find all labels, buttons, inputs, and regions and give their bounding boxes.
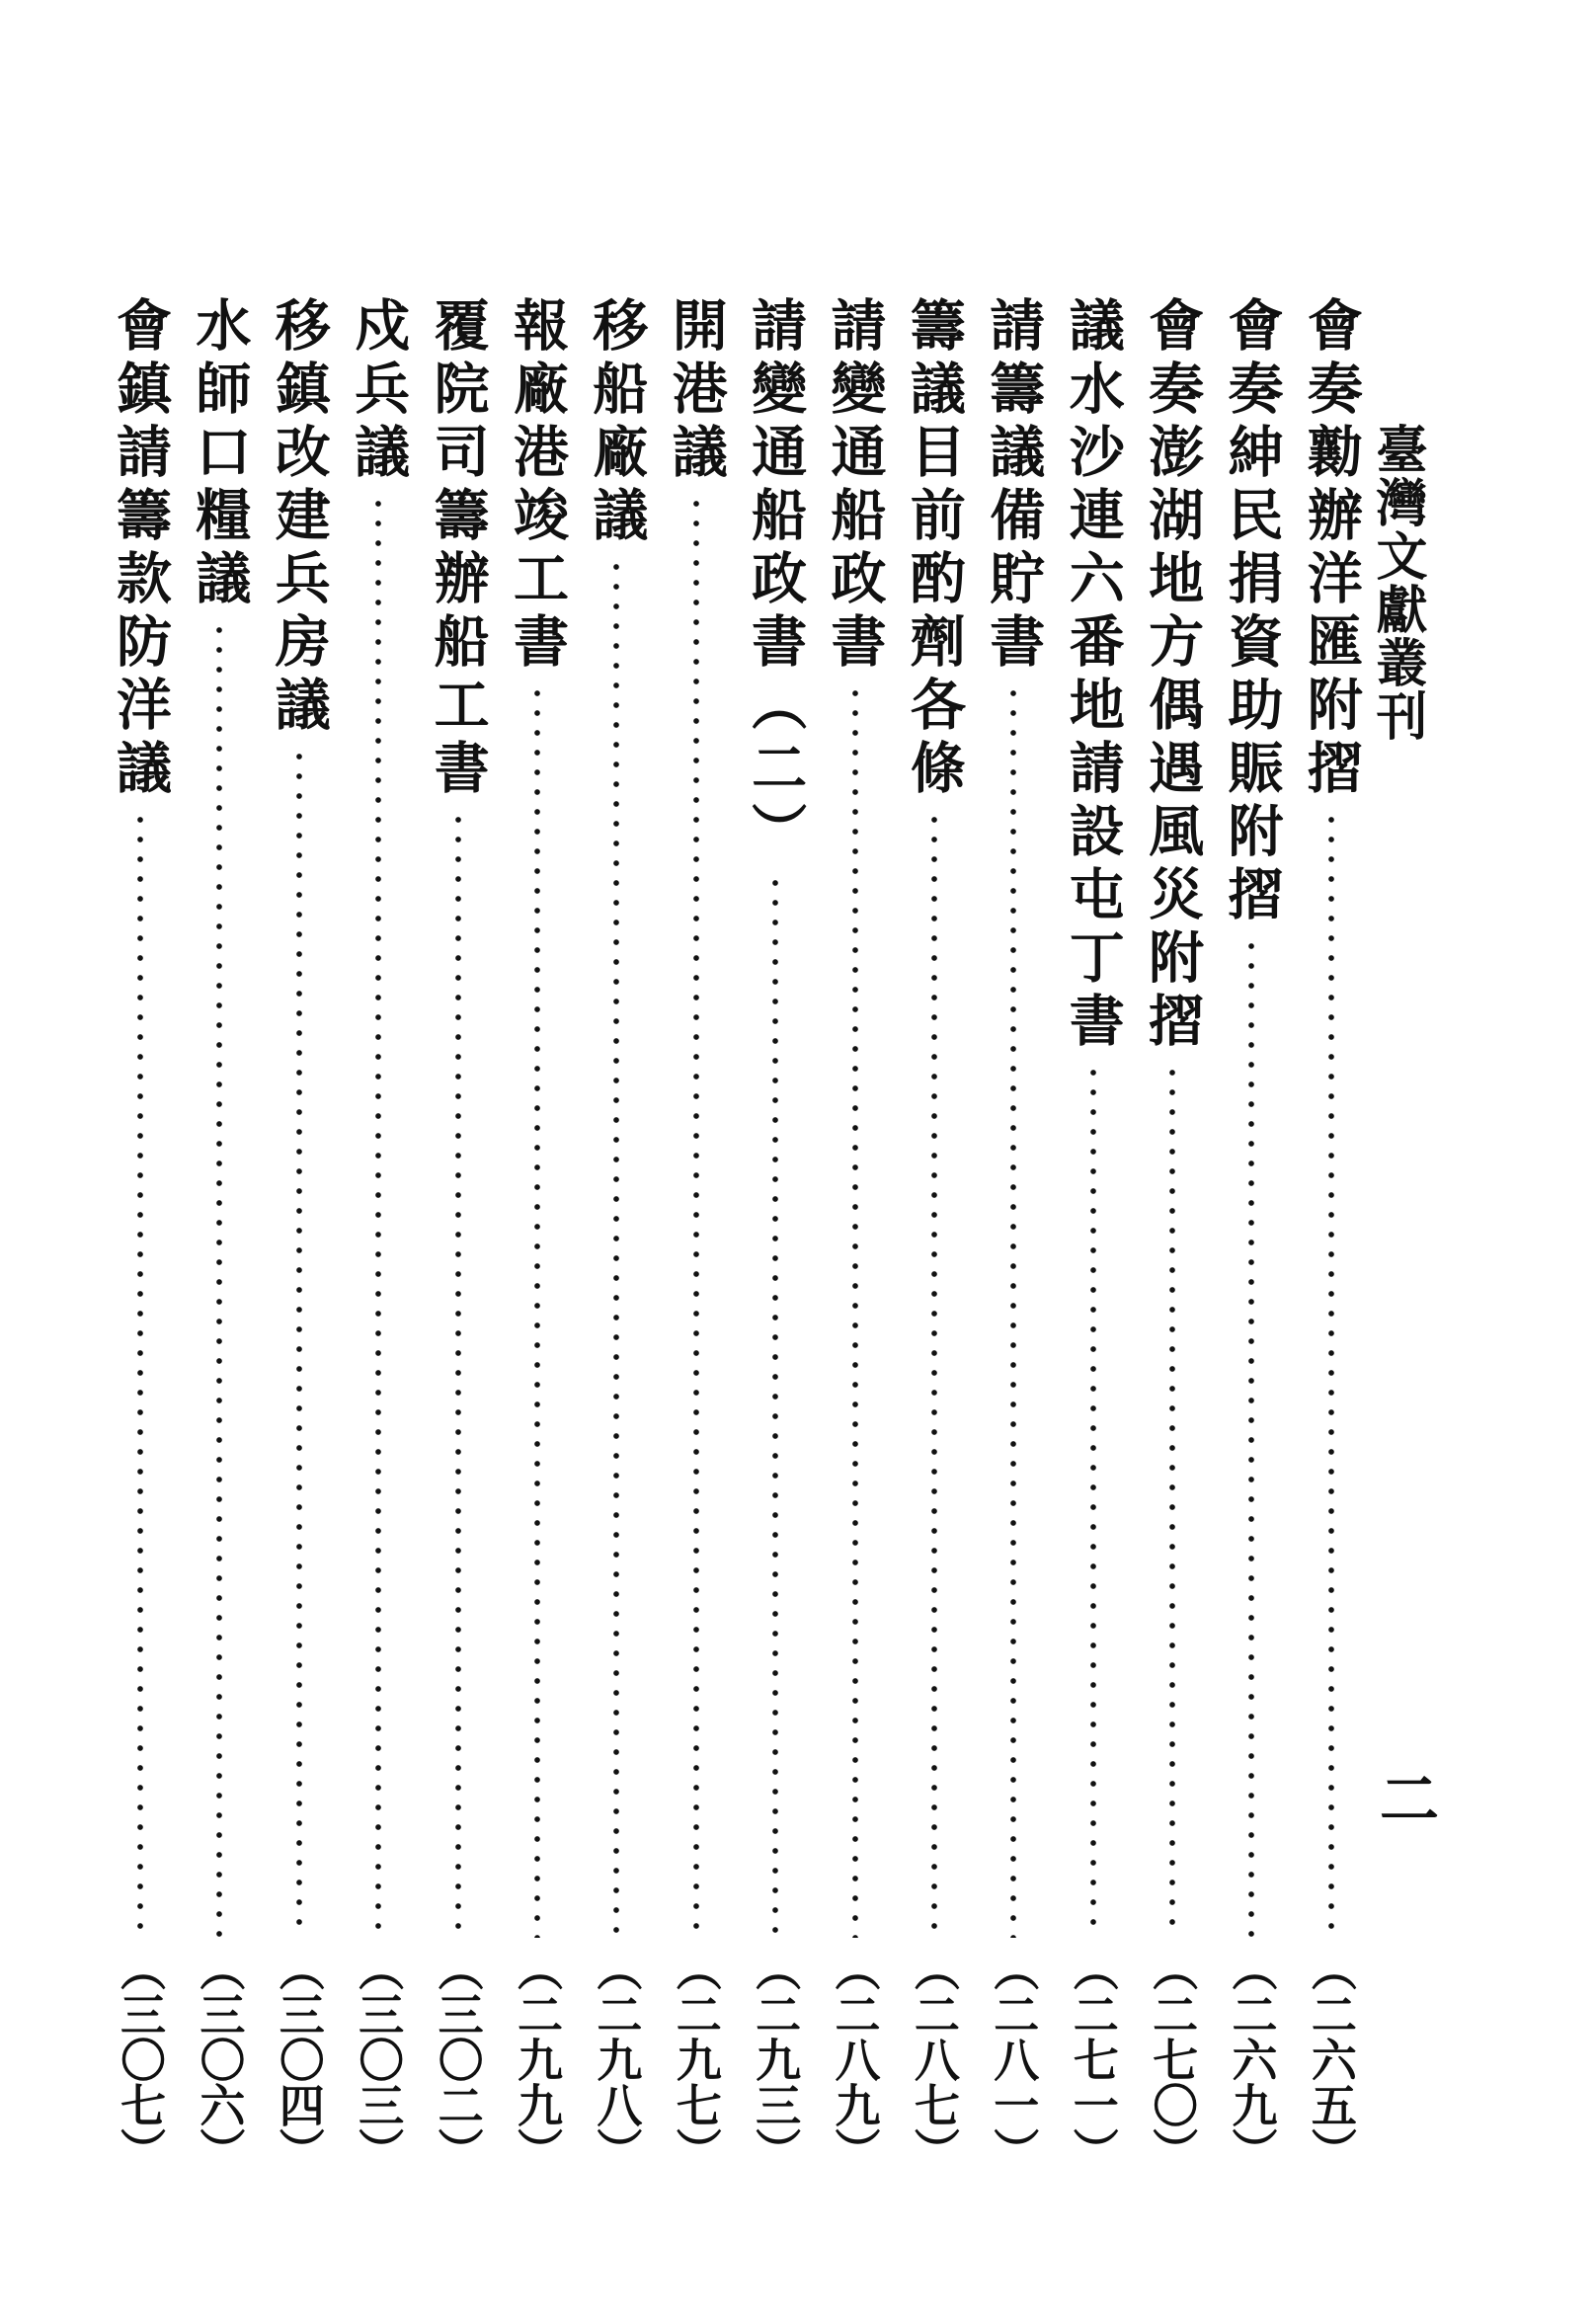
toc-entry: [427, 296, 490, 2173]
toc-entry: [188, 296, 251, 2173]
toc-entry: [268, 296, 331, 2173]
running-header-title: 臺灣文獻叢刊: [1367, 423, 1427, 743]
toc-entry-page: （二八七）: [907, 1946, 961, 2173]
toc-entry-page: （二七〇）: [1146, 1946, 1200, 2173]
toc-entry: [585, 296, 648, 2173]
toc-entry-title: 報廠港竣工書: [504, 296, 570, 676]
toc-entry-page: （二九三）: [749, 1946, 803, 2173]
toc-entry: [347, 296, 410, 2173]
dot-leader: [612, 557, 620, 1938]
dot-leader: [374, 494, 382, 1938]
toc-entry-title: 會奏紳民捐資助賑附摺: [1219, 296, 1285, 928]
toc-entry: [1141, 296, 1204, 2173]
toc-entry: [665, 296, 728, 2173]
table-of-contents: [109, 296, 1363, 2173]
dot-leader: [1327, 810, 1335, 1938]
dot-leader: [533, 683, 541, 1938]
dot-leader: [771, 873, 779, 1938]
toc-entry-page: （二九九）: [510, 1946, 564, 2173]
toc-entry-title: 戍兵議: [346, 296, 412, 486]
toc-entry-title: 覆院司籌辦船工書: [425, 296, 491, 802]
toc-entry-page: （二六五）: [1304, 1946, 1358, 2173]
toc-entry-page: （三〇四）: [272, 1946, 326, 2173]
toc-entry-title: 會鎮請籌款防洋議: [108, 296, 173, 802]
toc-entry-title: 請變通船政書（二）: [743, 296, 809, 865]
toc-entry-page: （二九八）: [590, 1946, 644, 2173]
toc-entry-title: 水師口糧議: [187, 296, 253, 612]
toc-entry-title: 開港議: [663, 296, 729, 486]
toc-entry-title: 請籌議備貯書: [981, 296, 1047, 676]
toc-entry-title: 移船廠議: [584, 296, 650, 549]
page-number: 二: [1370, 1768, 1439, 1827]
dot-leader: [136, 810, 144, 1938]
dot-leader: [295, 747, 303, 1938]
dot-leader: [454, 810, 462, 1938]
toc-entry-page: （三〇三）: [352, 1946, 406, 2173]
toc-entry-page: （三〇二）: [431, 1946, 485, 2173]
toc-entry: [744, 296, 807, 2173]
toc-entry-page: （二八九）: [828, 1946, 882, 2173]
dot-leader: [930, 810, 938, 1938]
toc-entry-page: （二八一）: [987, 1946, 1041, 2173]
toc-entry-page: （二六九）: [1225, 1946, 1279, 2173]
toc-entry-page: （三〇七）: [114, 1946, 167, 2173]
toc-entry: [1220, 296, 1283, 2173]
toc-entry-title: 會奏勷辦洋匯附摺: [1298, 296, 1364, 802]
toc-entry-page: （二七一）: [1066, 1946, 1120, 2173]
dot-leader: [692, 494, 700, 1938]
dot-leader: [1168, 1063, 1176, 1938]
dot-leader: [1009, 683, 1017, 1938]
toc-entry-title: 會奏澎湖地方偶遇風災附摺: [1140, 296, 1206, 1055]
toc-entry: [109, 296, 172, 2173]
dot-leader: [1247, 936, 1255, 1938]
toc-entry: [1062, 296, 1125, 2173]
toc-entry: [1300, 296, 1363, 2173]
toc-entry: [824, 296, 887, 2173]
dot-leader: [1089, 1063, 1097, 1938]
dot-leader: [215, 620, 223, 1938]
toc-entry-page: （二九七）: [669, 1946, 723, 2173]
toc-entry: [982, 296, 1045, 2173]
toc-entry-page: （三〇六）: [193, 1946, 247, 2173]
toc-entry-title: 籌議目前酌劑各條: [901, 296, 967, 802]
dot-leader: [851, 683, 859, 1938]
toc-entry-title: 議水沙連六番地請設屯丁書: [1060, 296, 1126, 1055]
toc-entry-title: 請變通船政書: [822, 296, 888, 676]
toc-entry-title: 移鎮改建兵房議: [266, 296, 332, 739]
toc-entry: [506, 296, 569, 2173]
toc-entry: [903, 296, 966, 2173]
